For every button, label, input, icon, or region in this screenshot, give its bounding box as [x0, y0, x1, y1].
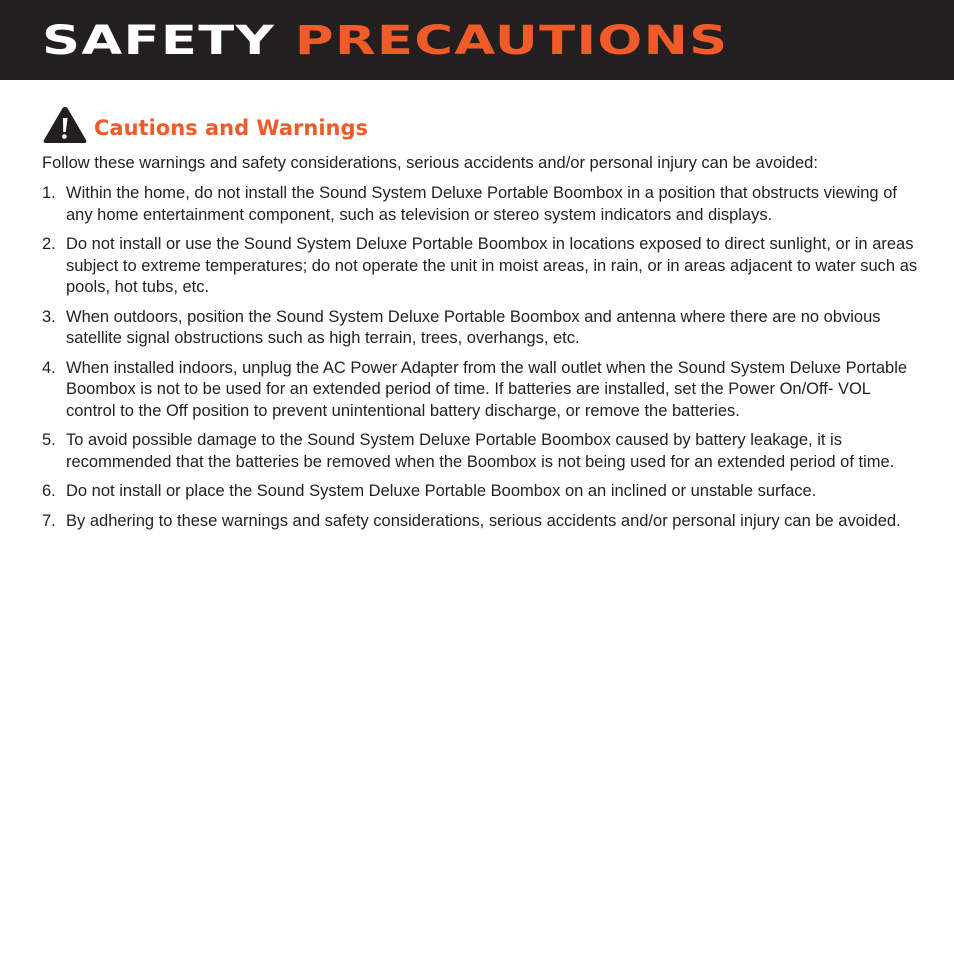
list-item-number: 5. — [42, 431, 56, 449]
list-item-number: 1. — [42, 184, 56, 202]
list-item — [42, 511, 922, 533]
header-bar — [0, 0, 954, 80]
list-item-text: When installed indoors, unplug the AC Power Adapter from the wall outlet when the Sound System Deluxe Portable Boombox is not to be used for an extended period of time. If batteries are installed, set the Power On/Off- VOL control to the Off position to prevent unintentional battery discharge, or remove the batteries. — [66, 358, 908, 420]
list-item — [42, 234, 922, 299]
section-heading-text: Cautions and Warnings — [94, 116, 368, 140]
list-item-text: Within the home, do not install the Sound System Deluxe Portable Boombox in a position that obstructs viewing of any home entertainment component, such as television or stereo system indicators and displays. — [66, 184, 897, 224]
list-item — [42, 358, 922, 423]
list-item — [42, 430, 922, 473]
section-heading — [42, 104, 368, 146]
page-title-part-2: PRECAUTIONS — [294, 18, 729, 64]
list-item — [42, 481, 922, 503]
page-title — [42, 17, 729, 65]
list-item-number: 4. — [42, 358, 56, 377]
list-item — [42, 307, 922, 350]
list-item-number: 3. — [42, 307, 56, 326]
list-item-text: Do not install or place the Sound System Deluxe Portable Boombox on an inclined or unstable surface. — [66, 482, 817, 500]
list-item-number: 2. — [42, 235, 56, 253]
warning-list — [42, 183, 922, 540]
page-title-part-1: SAFETY — [42, 18, 276, 64]
list-item — [42, 183, 922, 226]
list-item-number: 6. — [42, 482, 56, 500]
warning-triangle-icon — [42, 105, 88, 145]
list-item-number: 7. — [42, 511, 56, 530]
intro-text: Follow these warnings and safety considerations, serious accidents and/or personal injury can be avoided: — [42, 154, 818, 172]
list-item-text: Do not install or use the Sound System Deluxe Portable Boombox in locations exposed to direct sunlight, or in areas subject to extreme temperatures; do not operate the unit in moist areas, in rain, or in areas adjacent to water such as pools, hot tubs, etc. — [66, 235, 918, 296]
list-item-text: To avoid possible damage to the Sound System Deluxe Portable Boombox caused by battery leakage, it is recommended that the batteries be removed when the Boombox is not being used for an extended period of time. — [66, 431, 895, 471]
list-item-text: When outdoors, position the Sound System Deluxe Portable Boombox and antenna where there are no obvious satellite signal obstructions such as high terrain, trees, overhangs, etc. — [66, 307, 881, 347]
list-item-text: By adhering to these warnings and safety considerations, serious accidents and/or personal injury can be avoided. — [66, 511, 901, 530]
